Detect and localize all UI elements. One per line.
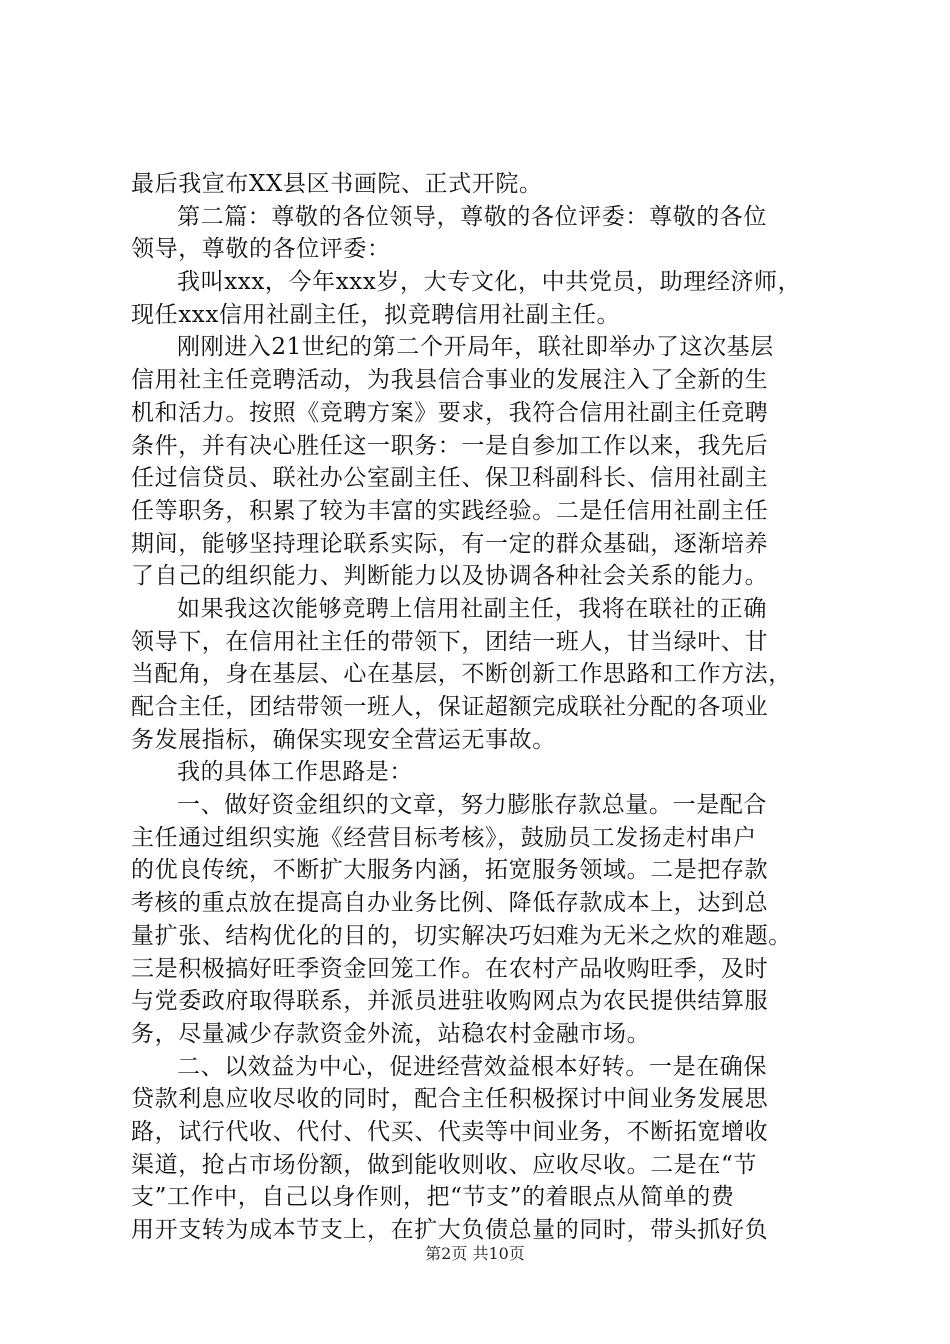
text-line: 现任xxx信用社副主任，拟竞聘信用社副主任。: [131, 301, 621, 328]
text-line: 三是积极搞好旺季资金回笼工作。在农村产品收购旺季，及时: [131, 955, 769, 982]
text-line: 主任通过组织实施《经营目标考核》，鼓励员工发扬走村串户: [131, 824, 757, 851]
text-line: 刚刚进入21世纪的第二个开局年，联社即举办了这次基层: [177, 334, 774, 361]
text-line: 考核的重点放在提高自办业务比例、降低存款成本上，达到总: [131, 890, 769, 917]
text-line: 渠道，抢占市场份额，做到能收则收、应收尽收。二是在“节: [131, 1151, 757, 1178]
text-line: 与党委政府取得联系，并派员进驻收购网点为农民提供结算服: [131, 988, 769, 1015]
text-line: 任过信贷员、联社办公室副主任、保卫科副科长、信用社副主: [131, 465, 769, 492]
text-line: 用开支转为成本节支上，在扩大负债总量的同时，带头抓好负: [131, 1217, 769, 1243]
document-body: [131, 168, 831, 1247]
text-line: 条件，并有决心胜任这一职务：一是自参加工作以来，我先后: [131, 432, 769, 459]
text-line: 务，尽量减少存款资金外流，站稳农村金融市场。: [131, 1020, 651, 1047]
text-line: 机和活力。按照《竞聘方案》要求，我符合信用社副主任竞聘: [131, 399, 769, 426]
text-line: 配合主任，团结带领一班人，保证超额完成联社分配的各项业: [131, 694, 769, 720]
text-line: 期间，能够坚持理论联系实际，有一定的群众基础，逐渐培养: [131, 530, 769, 557]
text-line: 了自己的组织能力、判断能力以及协调各种社会关系的能力。: [131, 563, 769, 590]
text-line: 务发展指标，确保实现安全营运无事故。: [131, 726, 556, 753]
page-number: 第2页 共10页: [425, 1244, 525, 1263]
text-line: 第二篇：尊敬的各位领导，尊敬的各位评委：尊敬的各位: [177, 203, 767, 230]
text-line: 量扩张、结构优化的目的，切实解决巧妇难为无米之炊的难题。: [131, 922, 792, 949]
text-line: 任等职务，积累了较为丰富的实践经验。二是任信用社副主任: [131, 497, 769, 524]
text-line: 当配角，身在基层、心在基层，不断创新工作思路和工作方法，: [131, 661, 792, 688]
text-line: 领导，尊敬的各位评委：: [131, 236, 391, 263]
text-line: 支”工作中，自己以身作则，把“节支”的着眼点从简单的费: [131, 1184, 735, 1211]
text-line: 最后我宣布XX县区书画院、正式开院。: [131, 171, 543, 197]
text-line: 信用社主任竞聘活动，为我县信合事业的发展注入了全新的生: [131, 367, 769, 394]
text-line: 路，试行代收、代付、代买、代卖等中间业务，不断拓宽增收: [131, 1118, 769, 1145]
text-line: 我叫xxx，今年xxx岁，大专文化，中共党员，助理经济师，: [177, 269, 802, 296]
text-line: 我的具体工作思路是：: [177, 759, 413, 786]
text-line: 二、以效益为中心，促进经营效益根本好转。一是在确保: [177, 1053, 767, 1080]
text-line: 一、做好资金组织的文章，努力膨胀存款总量。一是配合: [177, 792, 767, 819]
text-line: 的优良传统，不断扩大服务内涵，拓宽服务领域。二是把存款: [131, 857, 769, 884]
text-line: 领导下，在信用社主任的带领下，团结一班人，甘当绿叶、甘: [131, 628, 769, 655]
text-line: 如果我这次能够竞聘上信用社副主任，我将在联社的正确: [177, 595, 767, 622]
text-line: 贷款利息应收尽收的同时，配合主任积极探讨中间业务发展思: [131, 1086, 769, 1113]
